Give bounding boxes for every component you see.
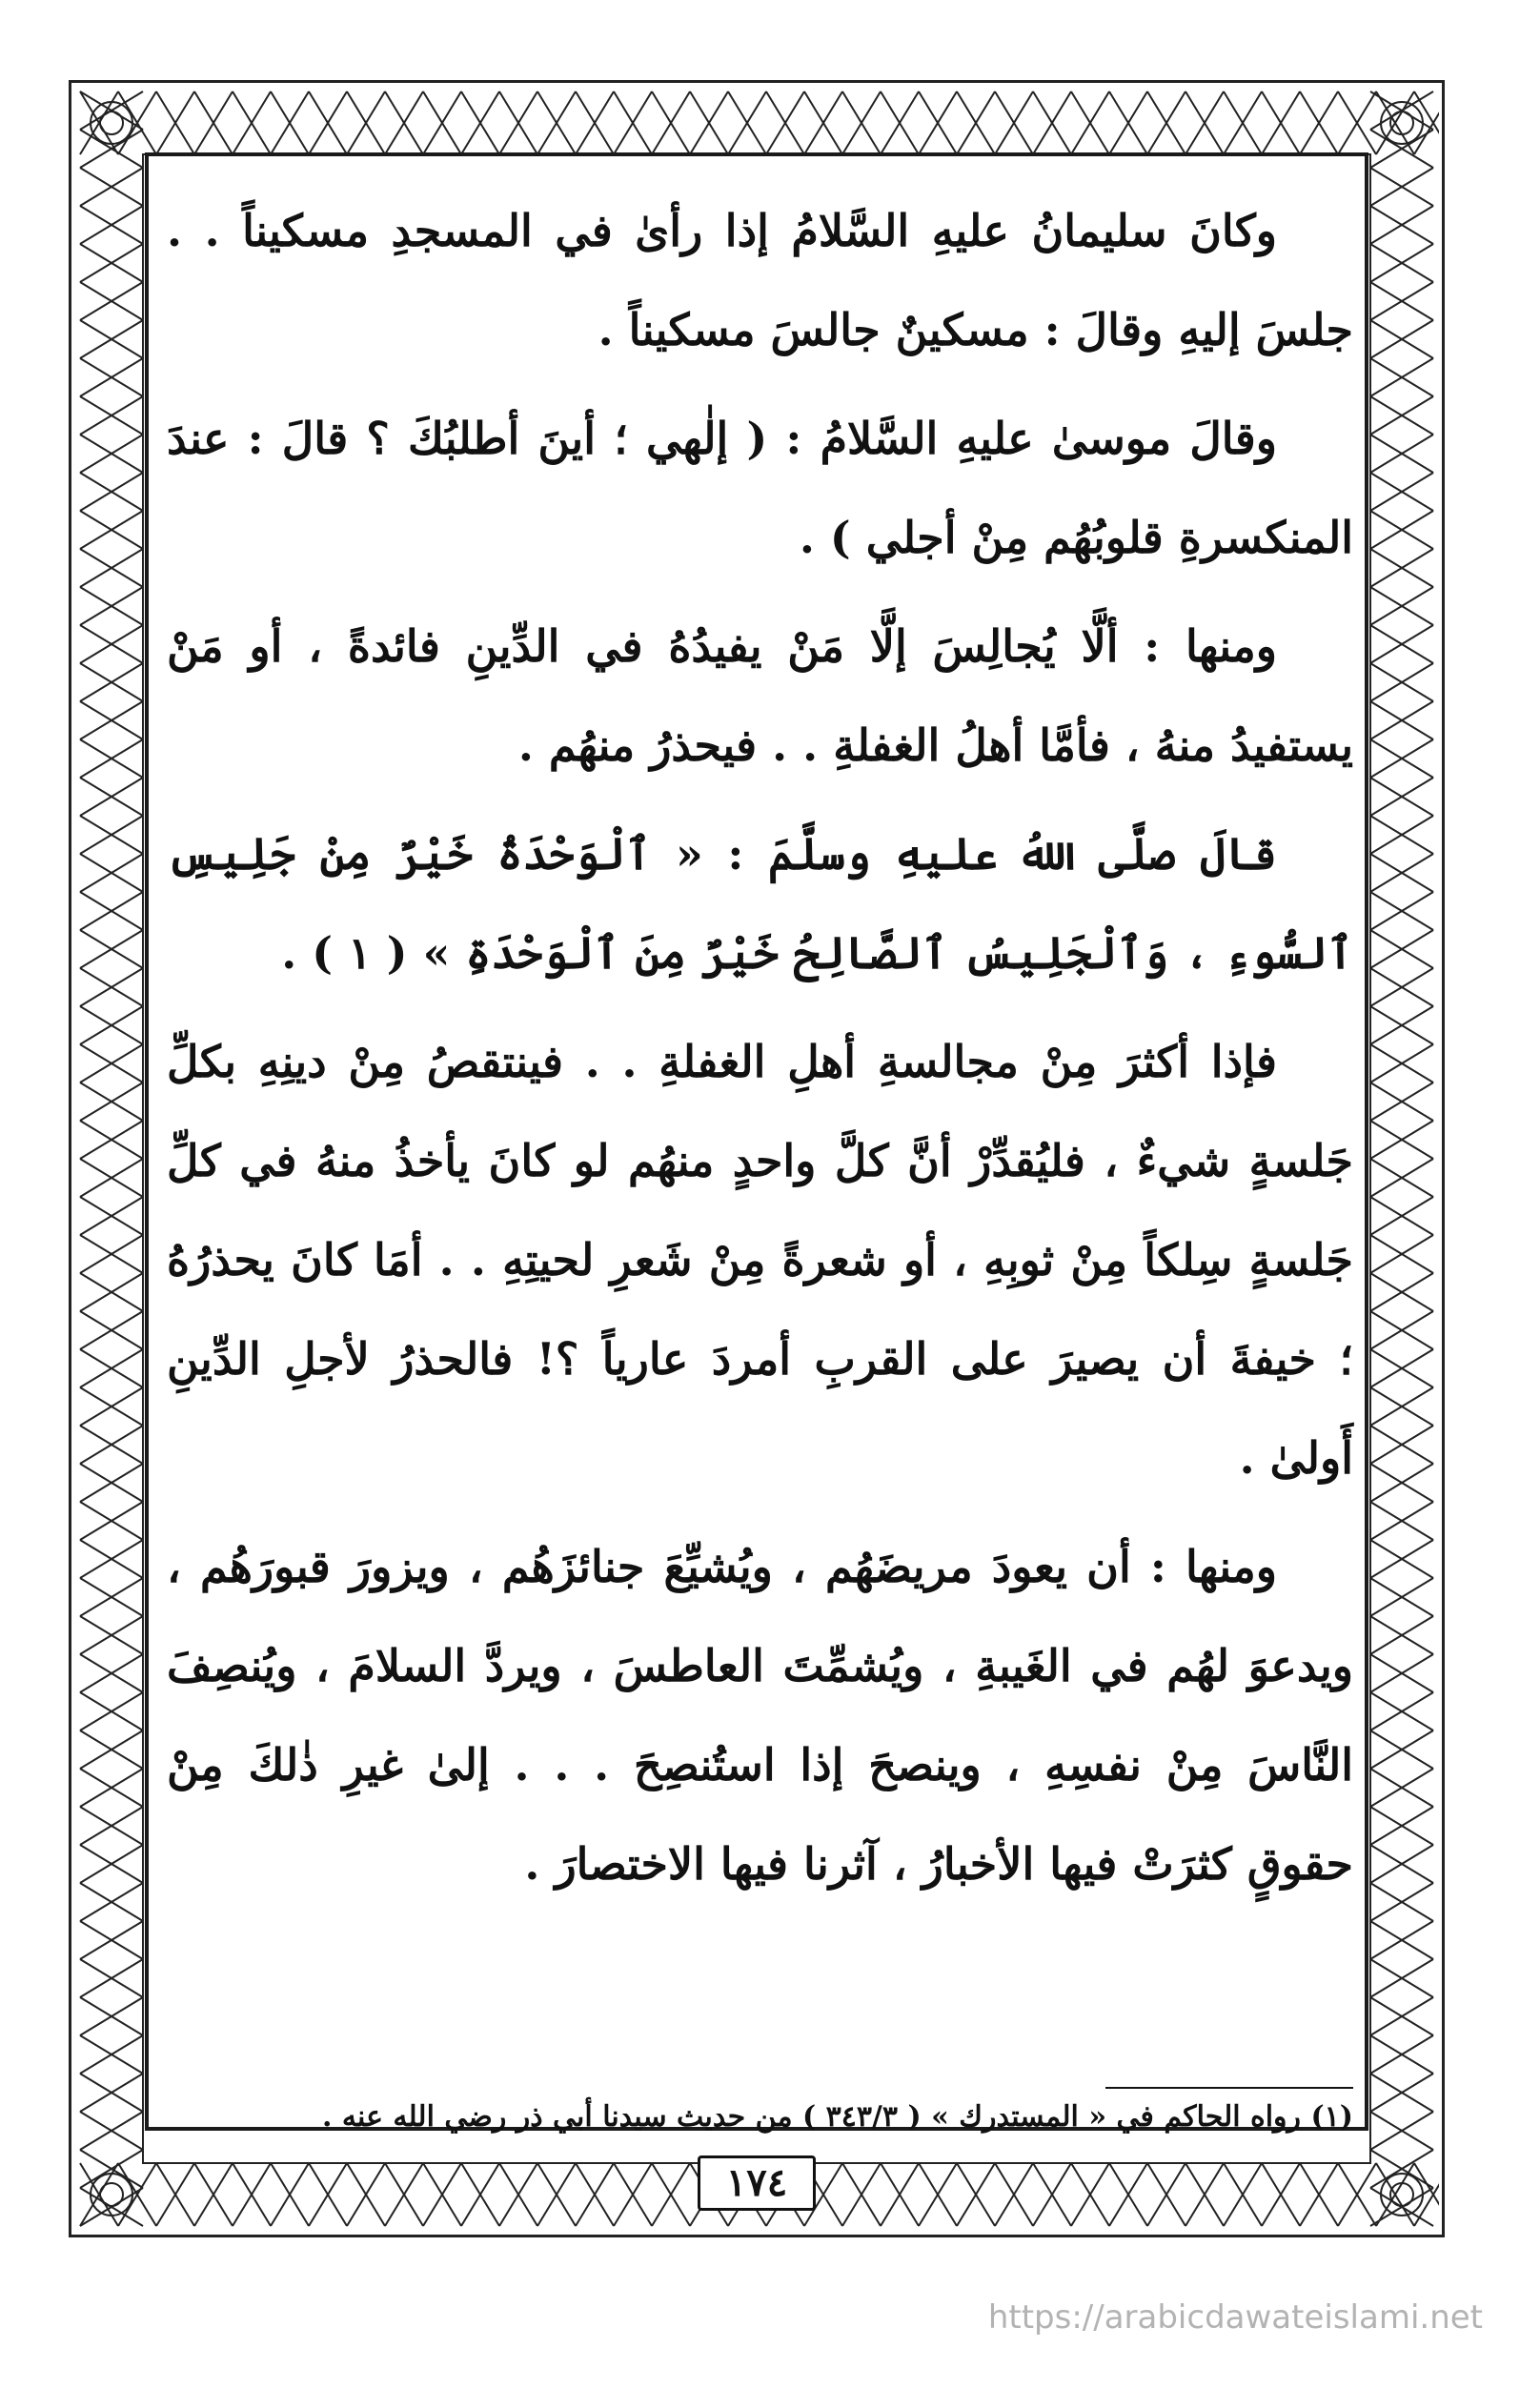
footnote-separator xyxy=(1105,2087,1353,2089)
paragraph-hadith: قالَ صلَّى اللهُ عليهِ وسلَّمَ : « ٱلْوَحْدَةُ خَيْرٌ مِنْ جَلِيسِ ٱلسُّوءِ ، وَٱلْجَلِيسُ ٱلصَّالِحُ خَيْرٌ مِنَ ٱلْوَحْدَةِ » ( ١ ) . xyxy=(167,828,1353,979)
paragraph-rights: ومنها : أن يعودَ مريضَهُم ، ويُشيِّعَ جنائزَهُم ، ويزورَ قبورَهُم ، ويدعوَ لهُم في الغَيبةِ ، ويُشمِّتَ العاطسَ ، ويردَّ السلامَ ، ويُنصِفَ النَّاسَ مِنْ نفسِهِ ، وينصحَ إذا استُنصِحَ . . . إلىٰ غيرِ ذٰلكَ مِنْ حقوقٍ كثرَتْ فيها الأخبارُ ، آثرنا فيها الاختصارَ . xyxy=(167,1541,1353,1890)
paragraph-heedlessness: فإذا أكثرَ مِنْ مجالسةِ أهلِ الغفلةِ . . فينتقصُ مِنْ دينِهِ بكلِّ جَلسةٍ شيءٌ ، فليُقدِّرْ أنَّ كلَّ واحدٍ منهُم لو كانَ يأخذُ منهُ في كلِّ جَلسةٍ سِلكاً مِنْ ثوبِهِ ، أو شعرةً مِنْ شَعرِ لحيتِهِ . . أمَا كانَ يحذرُهُ ؛ خيفةَ أن يصيرَ على القربِ أمردَ عارياً ؟! فالحذرُ لأجلِ الدِّينِ أَولىٰ . xyxy=(167,1036,1353,1484)
paragraph-sulayman: وكانَ سليمانُ عليهِ السَّلامُ إذا رأىٰ في المسجدِ مسكيناً . . جلسَ إليهِ وقالَ : مسكينٌ جالسَ مسكيناً . xyxy=(167,205,1353,355)
page-number: ١٧٤ xyxy=(698,2155,816,2211)
watermark-url: https://arabicdawateislami.net xyxy=(987,2298,1483,2337)
footnote: (١) رواه الحاكم في « المستدرك » ( ٣٤٣/٣ ) من حديث سيدنا أبي ذر رضي الله عنه . xyxy=(322,2100,1353,2134)
page-body xyxy=(167,181,1353,1923)
paragraph-musa: وقالَ موسىٰ عليهِ السَّلامُ : ( إلٰهي ؛ أينَ أطلبُكَ ؟ قالَ : عندَ المنكسرةِ قلوبُهُم مِنْ أجلي ) . xyxy=(167,413,1353,563)
paragraph-companionship: ومنها : ألَّا يُجالِسَ إلَّا مَنْ يفيدُهُ في الدِّينِ فائدةً ، أو مَنْ يستفيدُ منهُ ، فأمَّا أهلُ الغفلةِ . . فيحذرُ منهُم . xyxy=(167,620,1353,771)
